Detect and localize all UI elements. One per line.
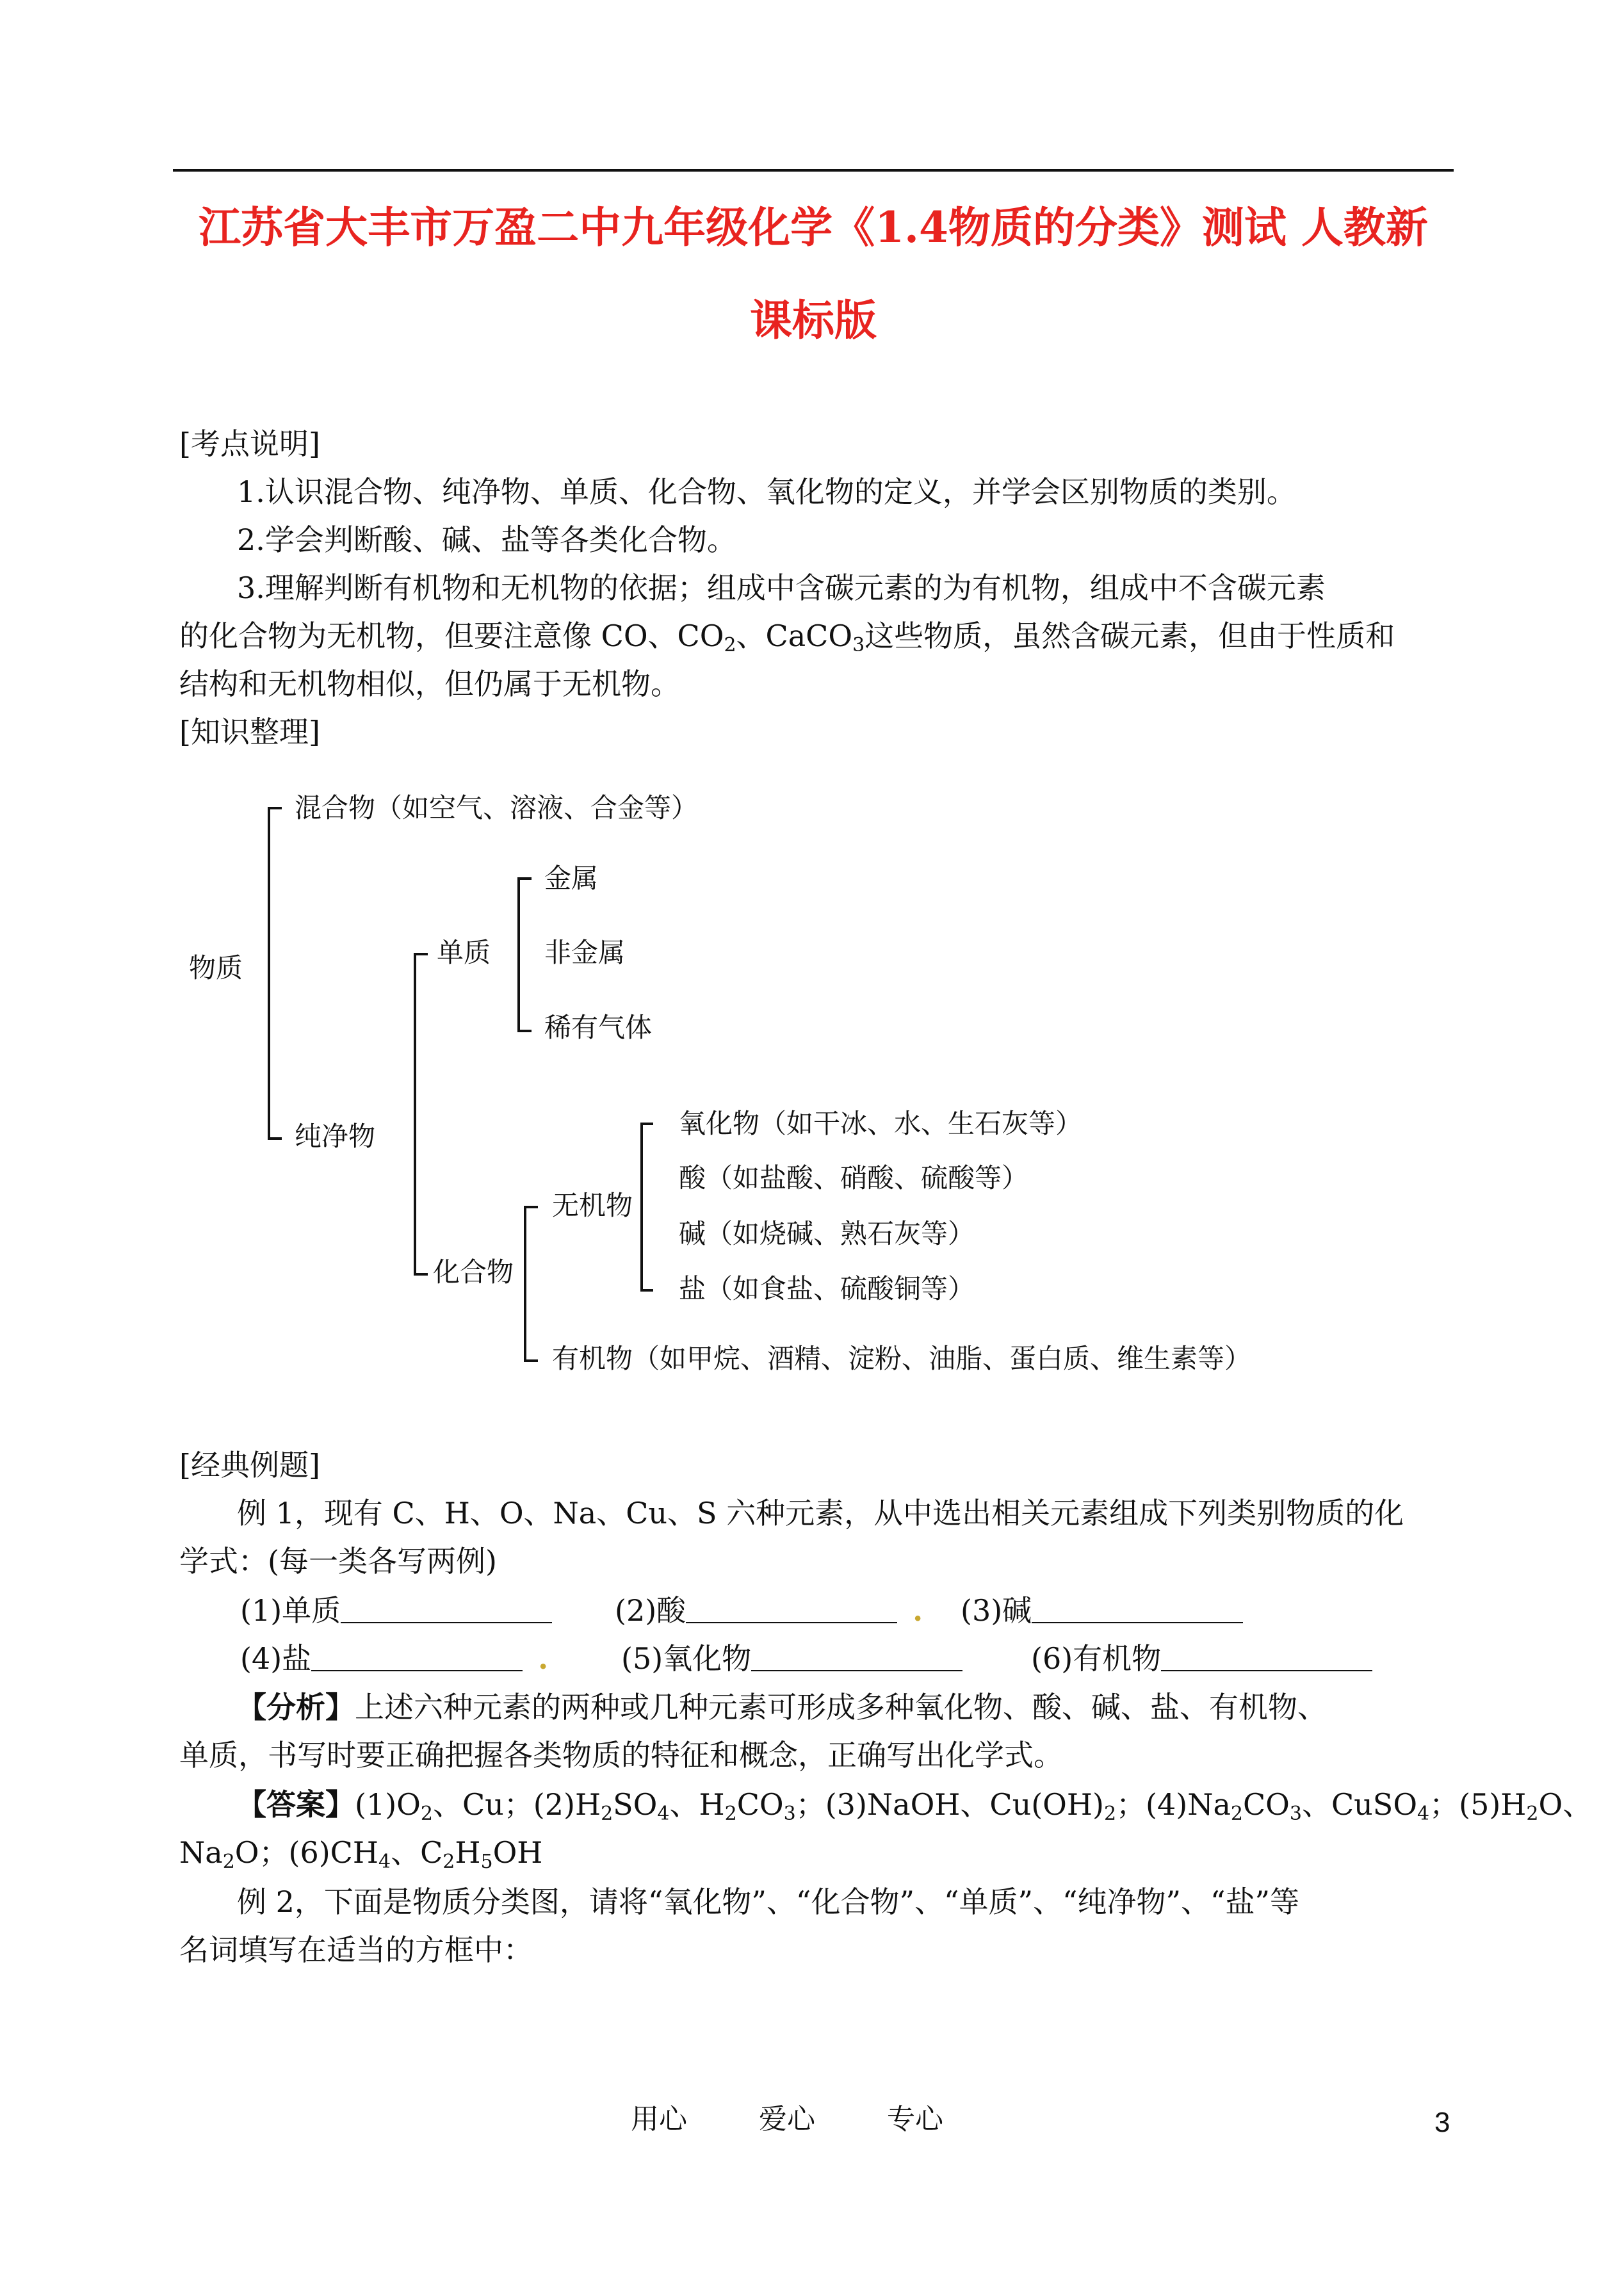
page-title-line2: 课标版 (750, 295, 877, 345)
diagram-oxide: 氧化物（如干冰、水、生石灰等） (679, 1108, 1083, 1139)
bracket-pure (415, 954, 428, 1274)
diagram-noble-gas: 稀有气体 (544, 1012, 653, 1043)
diagram-organic: 有机物（如甲烷、酒精、淀粉、油脂、蛋白质、维生素等） (552, 1343, 1252, 1374)
diagram-compound: 化合物 (433, 1256, 514, 1288)
answer-blank-6[interactable] (1161, 1642, 1372, 1671)
stray-mark: . (913, 1593, 923, 1628)
section-heading-knowledge: [知识整理] (179, 715, 320, 749)
diagram-element: 单质 (437, 937, 491, 968)
answer-blank-1[interactable] (341, 1594, 552, 1623)
section-heading-exam-points: [考点说明] (179, 426, 320, 461)
exam-point-3-line3: 结构和无机物相似，但仍属于无机物。 (179, 667, 680, 701)
footer-item-1: 用心 (631, 2103, 687, 2136)
question-5: (5)氧化物 (621, 1639, 962, 1678)
answer-line1: 【答案】$(1)O_2$、Cu；$(2)H_2SO_4$、$H_2CO_3$；(3)NaOH、$Cu(OH)_2$；$(4)Na_2CO_3$、CuSO$_4$；$(5)H_2O$、 (237, 1787, 1593, 1825)
footer-item-3: 专心 (887, 2103, 943, 2136)
bracket-inorganic (642, 1124, 653, 1290)
example2-line2: 名词填写在适当的方框中： (179, 1933, 533, 1967)
diagram-nonmetal: 非金属 (544, 937, 626, 968)
section-heading-examples: [经典例题] (179, 1448, 320, 1482)
diagram-root-substance: 物质 (189, 952, 243, 984)
question-1: (1)单质 (240, 1591, 552, 1630)
answer-blank-5[interactable] (751, 1642, 962, 1671)
exam-point-3-line2: 的化合物为无机物，但要注意像 CO、$CO_2$、CaCO$_3$这些物质，虽然含碳元素，但由于性质和 (179, 619, 1395, 656)
example1-line1: 例 1，现有 C、H、O、Na、Cu、S 六种元素，从中选出相关元素组成下列类别物质的化 (237, 1496, 1404, 1530)
exam-point-2: 2.学会判断酸、碱、盐等各类化合物。 (237, 523, 736, 557)
bracket-element (519, 879, 532, 1031)
exam-point-3-line1: 3.理解判断有机物和无机物的依据；组成中含碳元素的为有机物，组成中不含碳元素 (237, 571, 1326, 605)
exam-point-1: 1.认识混合物、纯净物、单质、化合物、氧化物的定义，并学会区别物质的类别。 (237, 474, 1296, 509)
question-3: (3)碱 (961, 1591, 1243, 1630)
analysis-line1: 【分析】上述六种元素的两种或几种元素可形成多种氧化物、酸、碱、盐、有机物、 (237, 1690, 1327, 1724)
question-2: (2)酸 . (615, 1591, 923, 1630)
answer-blank-2[interactable] (686, 1594, 897, 1623)
answer-line2: $Na_2O$；$(6)CH_4$、$C_2H_5OH$ (179, 1835, 543, 1873)
analysis-line2: 单质，书写时要正确把握各类物质的特征和概念，正确写出化学式。 (179, 1738, 1063, 1772)
answer-blank-3[interactable] (1032, 1594, 1243, 1623)
bracket-compound (525, 1207, 538, 1361)
example2-line1: 例 2，下面是物质分类图，请将“氧化物”、“化合物”、“单质”、“纯净物”、“盐”等 (237, 1885, 1300, 1919)
diagram-pure-substance: 纯净物 (295, 1121, 376, 1152)
diagram-salt: 盐（如食盐、硫酸铜等） (679, 1273, 975, 1304)
question-4: (4)盐 . (240, 1639, 548, 1678)
bracket-root (269, 808, 282, 1139)
page-title-line1: 江苏省大丰市万盈二中九年级化学《1.4物质的分类》测试 人教新 (199, 202, 1428, 252)
diagram-metal: 金属 (544, 863, 599, 894)
diagram-mixture: 混合物（如空气、溶液、合金等） (295, 792, 699, 823)
page-number: 3 (1434, 2107, 1450, 2138)
stray-mark: . (538, 1641, 549, 1676)
answer-blank-4[interactable] (311, 1642, 523, 1671)
footer-item-2: 爱心 (759, 2103, 815, 2136)
question-6: (6)有机物 (1031, 1639, 1372, 1678)
diagram-base: 碱（如烧碱、熟石灰等） (679, 1218, 975, 1249)
diagram-acid: 酸（如盐酸、硝酸、硫酸等） (679, 1162, 1029, 1194)
diagram-inorganic: 无机物 (552, 1190, 633, 1221)
example1-line2: 学式：(每一类各写两例) (179, 1544, 497, 1578)
